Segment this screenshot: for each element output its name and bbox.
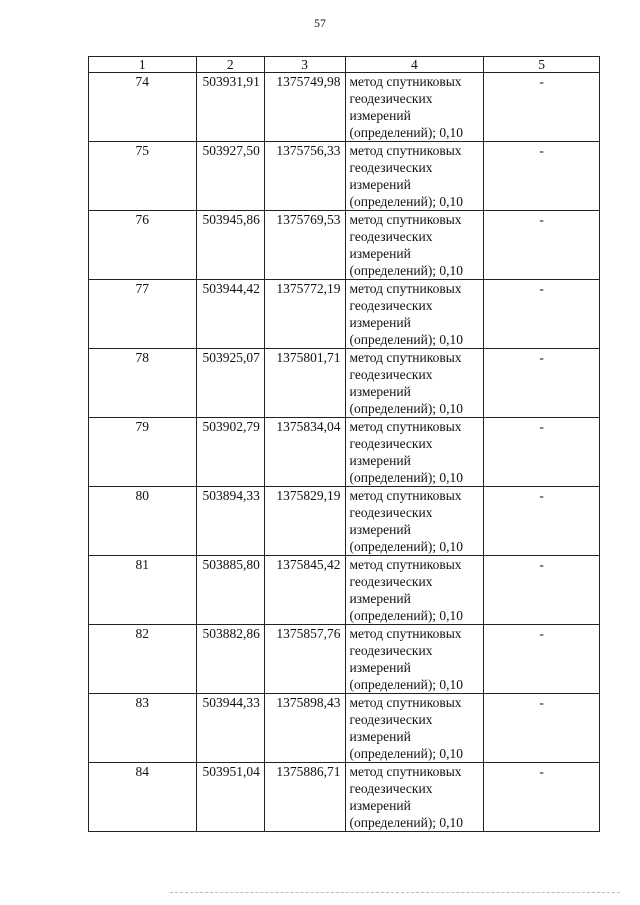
method-accuracy-cell: метод спутниковых геодезических измерений (определений); 0,10: [345, 349, 484, 418]
point-number-cell: 82: [89, 625, 197, 694]
coordinate-x-cell: 503902,79: [196, 418, 264, 487]
method-accuracy-cell: метод спутниковых геодезических измерений (определений); 0,10: [345, 418, 484, 487]
point-number-cell: 75: [89, 142, 197, 211]
note-cell: -: [484, 556, 600, 625]
method-accuracy-cell: метод спутниковых геодезических измерений (определений); 0,10: [345, 211, 484, 280]
note-cell: -: [484, 694, 600, 763]
coordinate-y-cell: 1375772,19: [264, 280, 345, 349]
note-cell: -: [484, 625, 600, 694]
table-row: [89, 418, 600, 487]
table-row: [89, 142, 600, 211]
point-number-cell: 83: [89, 694, 197, 763]
table-row: [89, 556, 600, 625]
column-header-2: 2: [196, 57, 264, 73]
note-cell: -: [484, 142, 600, 211]
coordinate-y-cell: 1375769,53: [264, 211, 345, 280]
coordinate-x-cell: 503945,86: [196, 211, 264, 280]
table-row: [89, 280, 600, 349]
point-number-cell: 81: [89, 556, 197, 625]
method-accuracy-cell: метод спутниковых геодезических измерений (определений); 0,10: [345, 763, 484, 832]
method-accuracy-cell: метод спутниковых геодезических измерений (определений); 0,10: [345, 73, 484, 142]
point-number-cell: 80: [89, 487, 197, 556]
method-accuracy-cell: метод спутниковых геодезических измерений (определений); 0,10: [345, 556, 484, 625]
coordinate-y-cell: 1375829,19: [264, 487, 345, 556]
coordinate-x-cell: 503885,80: [196, 556, 264, 625]
note-cell: -: [484, 280, 600, 349]
table-row: [89, 487, 600, 556]
table-header: [89, 57, 600, 73]
coordinate-x-cell: 503944,42: [196, 280, 264, 349]
column-header-1: 1: [89, 57, 197, 73]
footer-faint-text-line: [170, 892, 620, 893]
column-header-3: 3: [264, 57, 345, 73]
table-row: [89, 211, 600, 280]
coordinate-x-cell: 503925,07: [196, 349, 264, 418]
coordinates-table: [88, 56, 600, 832]
point-number-cell: 74: [89, 73, 197, 142]
note-cell: -: [484, 487, 600, 556]
column-header-4: 4: [345, 57, 484, 73]
coordinate-x-cell: 503951,04: [196, 763, 264, 832]
table-row: [89, 349, 600, 418]
point-number-cell: 79: [89, 418, 197, 487]
note-cell: -: [484, 418, 600, 487]
coordinate-x-cell: 503931,91: [196, 73, 264, 142]
note-cell: -: [484, 73, 600, 142]
table-row: [89, 763, 600, 832]
coordinate-x-cell: 503944,33: [196, 694, 264, 763]
table-row: [89, 625, 600, 694]
coordinate-x-cell: 503882,86: [196, 625, 264, 694]
note-cell: -: [484, 763, 600, 832]
note-cell: -: [484, 211, 600, 280]
method-accuracy-cell: метод спутниковых геодезических измерений (определений); 0,10: [345, 625, 484, 694]
page-number: 57: [314, 16, 326, 30]
coordinate-y-cell: 1375749,98: [264, 73, 345, 142]
table-row: [89, 694, 600, 763]
method-accuracy-cell: метод спутниковых геодезических измерений (определений); 0,10: [345, 487, 484, 556]
method-accuracy-cell: метод спутниковых геодезических измерений (определений); 0,10: [345, 694, 484, 763]
point-number-cell: 84: [89, 763, 197, 832]
coordinate-y-cell: 1375886,71: [264, 763, 345, 832]
coordinate-x-cell: 503927,50: [196, 142, 264, 211]
point-number-cell: 76: [89, 211, 197, 280]
table-body: [89, 73, 600, 832]
coordinate-y-cell: 1375857,76: [264, 625, 345, 694]
point-number-cell: 77: [89, 280, 197, 349]
method-accuracy-cell: метод спутниковых геодезических измерений (определений); 0,10: [345, 142, 484, 211]
coordinate-y-cell: 1375898,43: [264, 694, 345, 763]
coordinate-y-cell: 1375801,71: [264, 349, 345, 418]
coordinate-x-cell: 503894,33: [196, 487, 264, 556]
coordinate-y-cell: 1375845,42: [264, 556, 345, 625]
method-accuracy-cell: метод спутниковых геодезических измерений (определений); 0,10: [345, 280, 484, 349]
note-cell: -: [484, 349, 600, 418]
column-header-5: 5: [484, 57, 600, 73]
coordinate-y-cell: 1375756,33: [264, 142, 345, 211]
point-number-cell: 78: [89, 349, 197, 418]
coordinate-y-cell: 1375834,04: [264, 418, 345, 487]
table-row: [89, 73, 600, 142]
